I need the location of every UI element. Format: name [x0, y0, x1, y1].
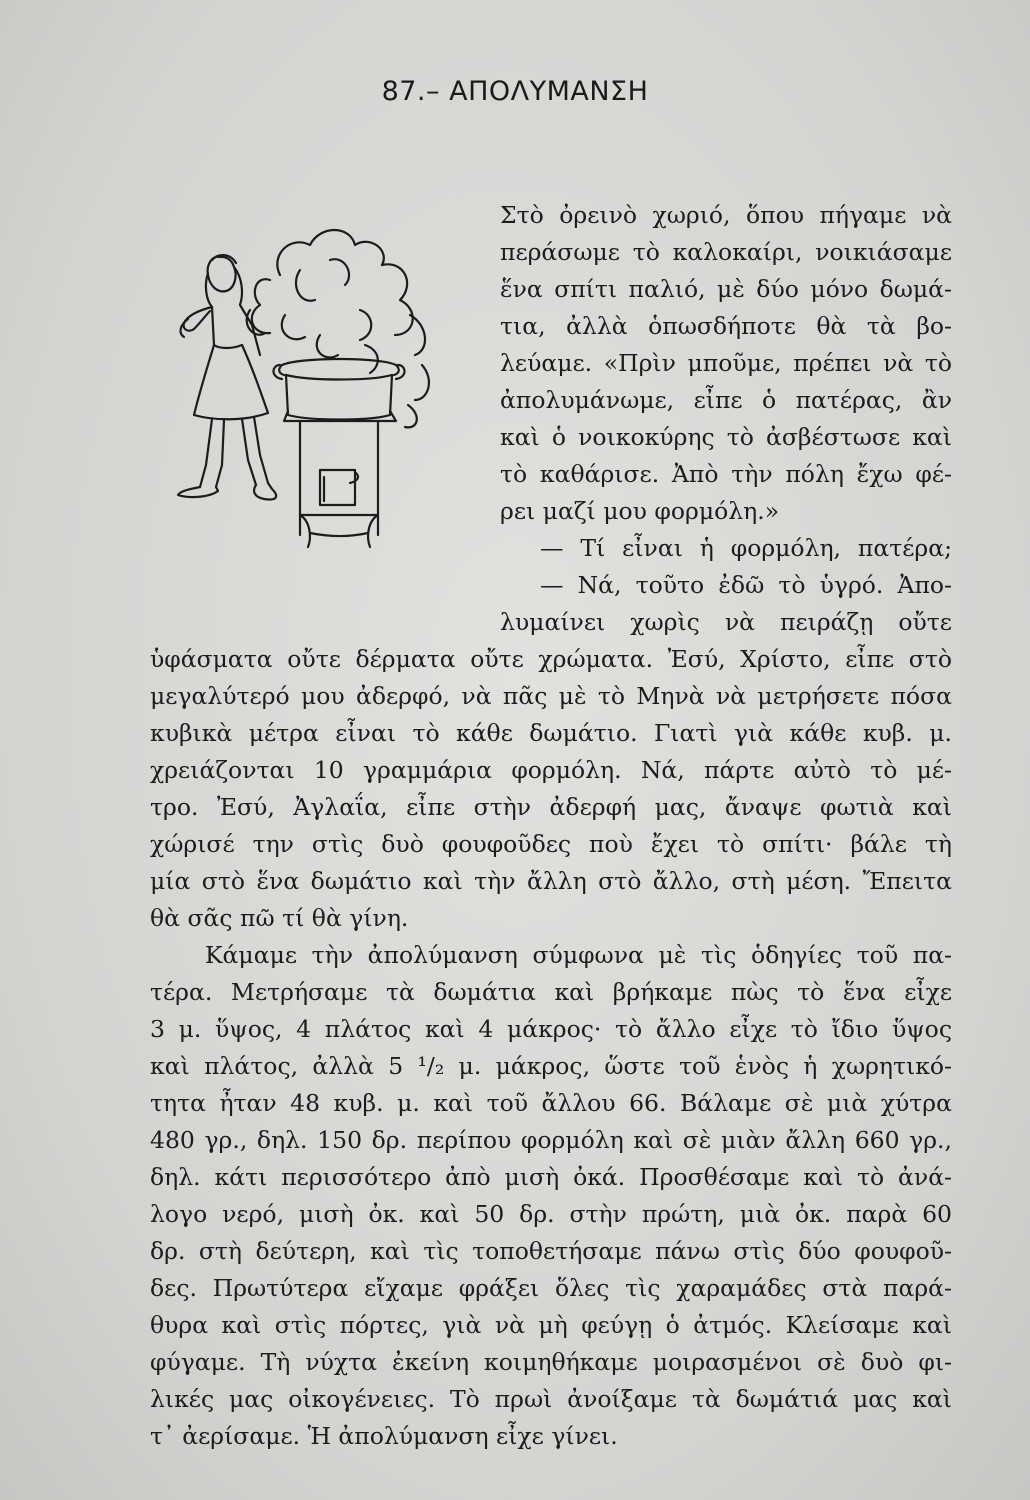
dialogue-line: — Τί εἶναι ἡ φορμόλη, πατέρα;: [540, 534, 952, 562]
text-line: τητα ἦταν 48 κυβ. μ. καὶ τοῦ ἄλλου 66. Βάλαμε σὲ μιὰ χύτρα: [150, 1089, 952, 1117]
text-line: τια, ἀλλὰ ὁπωσδήποτε θὰ τὰ βο-: [500, 312, 952, 340]
text-line: λεύαμε. «Πρὶν μποῦμε, πρέπει νὰ τὸ: [500, 349, 952, 377]
text-line: Κάμαμε τὴν ἀπολύμανση σύμφωνα μὲ τὶς ὁδηγίες τοῦ πα-: [205, 941, 952, 969]
text-line: κυβικὰ μέτρα εἶναι τὸ κάθε δωμάτιο. Γιατὶ γιὰ κάθε κυβ. μ.: [150, 719, 952, 747]
text-line: ἀπολυμάνωμε, εἶπε ὁ πατέρας, ἂν: [500, 386, 952, 414]
text-line: μία στὸ ἕνα δωμάτιο καὶ τὴν ἄλλη στὸ ἄλλο, στὴ μέση. Ἔπειτα: [150, 867, 952, 895]
text-line: μεγαλύτερό μου ἀδερφό, νὰ πᾶς μὲ τὸ Μηνὰ νὰ μετρήσετε πόσα: [150, 682, 952, 710]
text-line: τὸ καθάρισε. Ἀπὸ τὴν πόλη ἔχω φέ-: [500, 460, 952, 488]
dialogue-line: — Νά, τοῦτο ἐδῶ τὸ ὑγρό. Ἀπο-: [540, 571, 952, 599]
text-line: λυμαίνει χωρὶς νὰ πειράζῃ οὔτε: [500, 608, 952, 636]
text-line: Στὸ ὀρεινὸ χωριό, ὅπου πήγαμε νὰ: [500, 201, 952, 229]
text-line: 3 μ. ὕψος, 4 πλάτος καὶ 4 μάκρος· τὸ ἄλλο εἶχε τὸ ἴδιο ὕψος: [150, 1015, 952, 1043]
page-title: 87.– ΑΠΟΛΥΜΑΝΣΗ: [381, 76, 649, 107]
text-line: καὶ ὁ νοικοκύρης τὸ ἀσβέστωσε καὶ: [500, 423, 952, 451]
text-line: ἕνα σπίτι παλιό, μὲ δύο μόνο δωμά-: [500, 275, 952, 303]
text-line: φύγαμε. Τὴ νύχτα ἐκείνη κοιμηθήκαμε μοιρασμένοι σὲ δυὸ φι-: [150, 1348, 952, 1376]
text-line: δρ. στὴ δεύτερη, καὶ τὶς τοποθετήσαμε πάνω στὶς δύο φουφοῦ-: [150, 1237, 952, 1265]
text-line: 480 γρ., δηλ. 150 δρ. περίπου φορμόλη καὶ σὲ μιὰν ἄλλη 660 γρ.,: [150, 1126, 952, 1154]
text-line: λογο νερό, μισὴ ὀκ. καὶ 50 δρ. στὴν πρώτη, μιὰ ὀκ. παρὰ 60: [150, 1200, 952, 1228]
girl-with-stove-illustration: [160, 215, 480, 555]
text-line: ρει μαζί μου φορμόλη.»: [500, 497, 780, 525]
text-line: δηλ. κάτι περισσότερο ἀπὸ μισὴ ὀκά. Προσθέσαμε καὶ τὸ ἀνά-: [150, 1163, 952, 1191]
text-line: χρειάζονται 10 γραμμάρια φορμόλη. Νά, πάρτε αὐτὸ τὸ μέ-: [150, 756, 952, 784]
text-line: τρο. Ἐσύ, Ἀγλαΐα, εἶπε στὴν ἀδερφή μας, ἄναψε φωτιὰ καὶ: [150, 793, 952, 821]
text-line: τ᾿ ἀερίσαμε. Ἡ ἀπολύμανση εἶχε γίνει.: [150, 1422, 618, 1450]
text-line: θυρα καὶ στὶς πόρτες, γιὰ νὰ μὴ φεύγῃ ὁ ἀτμός. Κλείσαμε καὶ: [150, 1311, 952, 1339]
text-line: λικές μας οἰκογένειες. Τὸ πρωὶ ἀνοίξαμε τὰ δωμάτιά μας καὶ: [150, 1385, 952, 1413]
text-line: καὶ πλάτος, ἀλλὰ 5 ¹/₂ μ. μάκρος, ὥστε τοῦ ἑνὸς ἡ χωρητικό-: [150, 1052, 952, 1080]
text-line: ὑφάσματα οὔτε δέρματα οὔτε χρώματα. Ἐσύ, Χρίστο, εἶπε στὸ: [150, 645, 952, 673]
text-line: χώρισέ την στὶς δυὸ φουφοῦδες ποὺ ἔχει τὸ σπίτι· βάλε τὴ: [150, 830, 952, 858]
text-line: δες. Πρωτύτερα εἴχαμε φράξει ὅλες τὶς χαραμάδες στὰ παρά-: [150, 1274, 952, 1302]
text-line: τέρα. Μετρήσαμε τὰ δωμάτια καὶ βρήκαμε πὼς τὸ ἕνα εἶχε: [150, 978, 952, 1006]
text-line: περάσωμε τὸ καλοκαίρι, νοικιάσαμε: [500, 238, 952, 266]
text-line: θὰ σᾶς πῶ τί θὰ γίνη.: [150, 904, 409, 932]
